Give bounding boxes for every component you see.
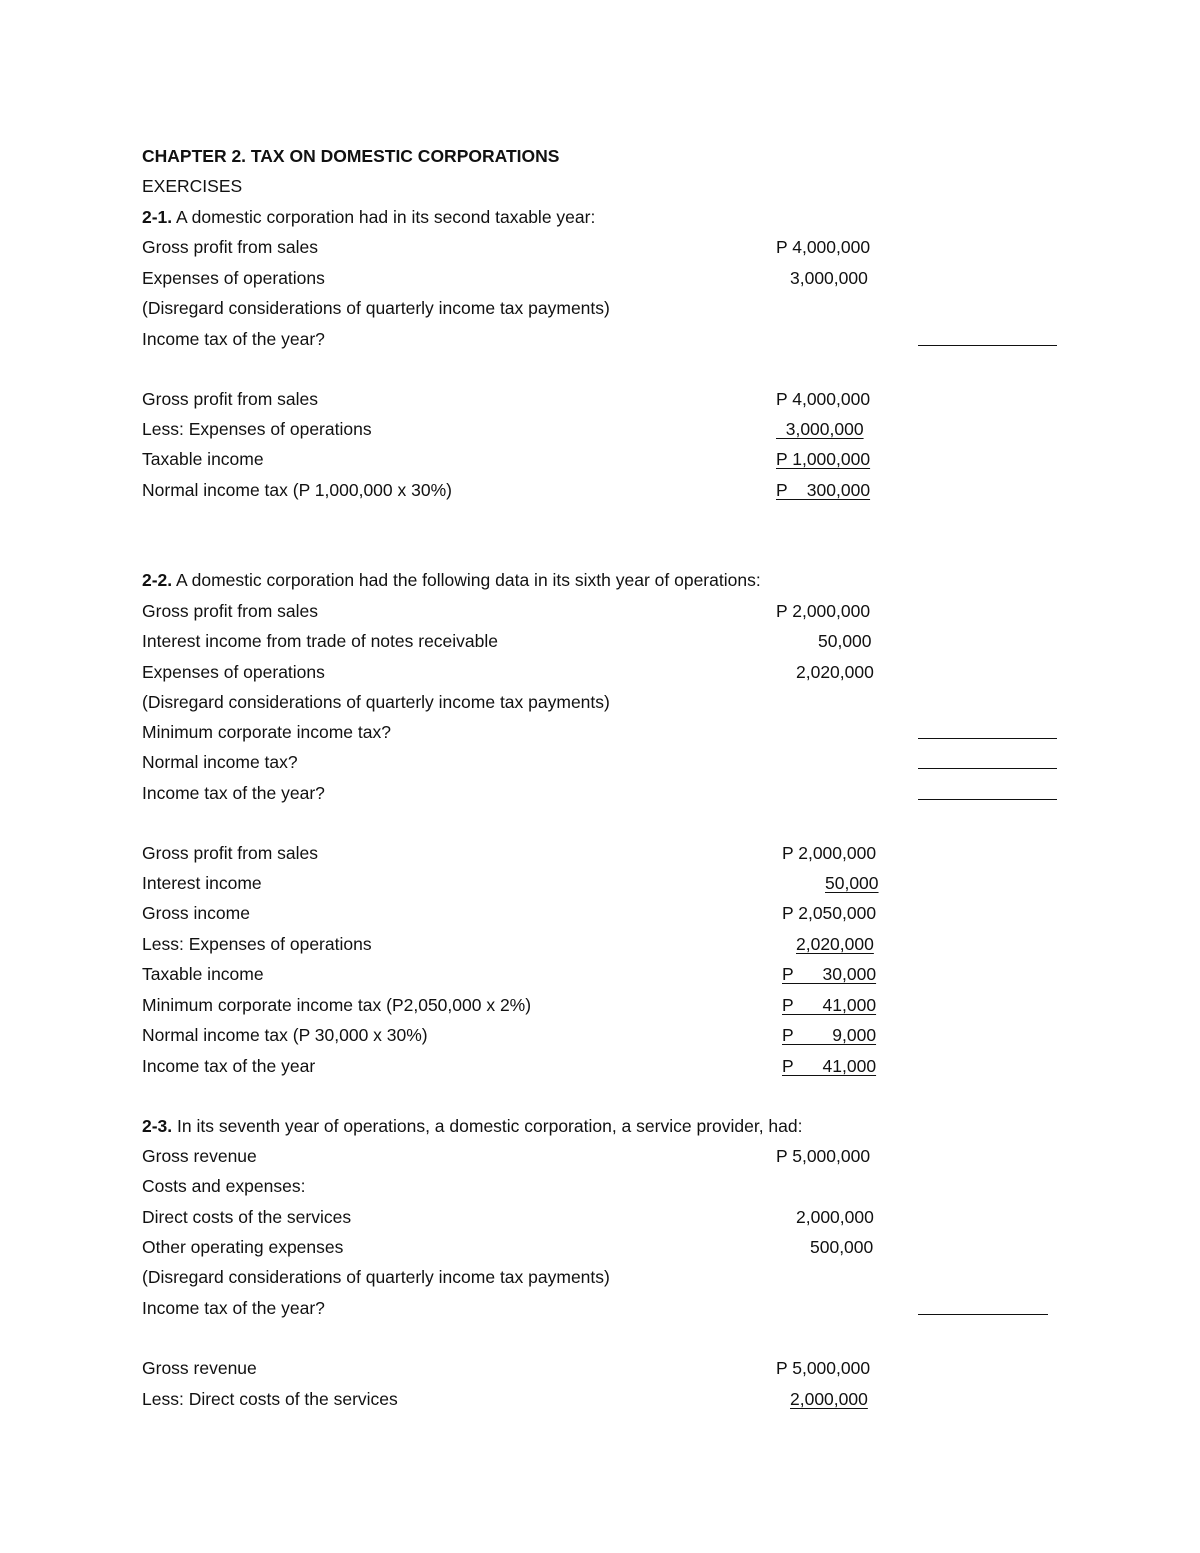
- ex2-solution-label: Gross income: [142, 903, 250, 923]
- ex1-prompt: [142, 204, 1062, 230]
- ex1-solution-label: Taxable income: [142, 449, 264, 469]
- ex2-solution-row: [142, 840, 1062, 866]
- ex2-given-row: [142, 598, 1062, 624]
- ex3-given-label: Direct costs of the services: [142, 1207, 352, 1227]
- answer-blank[interactable]: [918, 345, 1057, 346]
- ex3-given-label: Other operating expenses: [142, 1237, 344, 1257]
- ex1-solution-label: Normal income tax (P 1,000,000 x 30%): [142, 480, 452, 500]
- ex1-given-row: [142, 265, 1062, 291]
- ex2-prompt: [142, 567, 1062, 593]
- ex3-given-amount: P 5,000,000: [776, 1146, 871, 1166]
- ex1-given-amount: 3,000,000: [790, 268, 868, 288]
- ex2-solution-row: [142, 870, 1062, 896]
- ex2-given-amount: 50,000: [818, 631, 872, 651]
- ex2-solution-amount: 2,020,000: [796, 934, 874, 954]
- answer-blank[interactable]: [918, 738, 1057, 739]
- ex1-solution-amount: P 300,000: [776, 480, 871, 500]
- ex1-given-label: Expenses of operations: [142, 268, 325, 288]
- ex3-solution-amount: 2,000,000: [790, 1389, 868, 1409]
- answer-blank[interactable]: [918, 768, 1057, 769]
- ex3-solution-amount: P 5,000,000: [776, 1358, 871, 1378]
- ex2-note: [142, 689, 1062, 715]
- ex1-solution-label: Less: Expenses of operations: [142, 419, 372, 439]
- ex2-given-amount: 2,020,000: [796, 662, 874, 682]
- ex2-question: [142, 749, 1062, 775]
- exercises-label: EXERCISES: [142, 176, 243, 196]
- ex2-question-text: Normal income tax?: [142, 752, 298, 772]
- ex3-question-text: Income tax of the year?: [142, 1298, 325, 1318]
- chapter-title-text: CHAPTER 2. TAX ON DOMESTIC CORPORATIONS: [142, 146, 560, 166]
- ex1-given-amount: P 4,000,000: [776, 237, 871, 257]
- ex3-prompt: [142, 1113, 1062, 1139]
- ex2-given-label: Expenses of operations: [142, 662, 325, 682]
- ex2-solution-label: Income tax of the year: [142, 1056, 316, 1076]
- ex2-solution-amount: P 9,000: [782, 1025, 877, 1045]
- answer-blank[interactable]: [918, 799, 1057, 800]
- ex2-solution-label: Taxable income: [142, 964, 264, 984]
- ex1-note-text: (Disregard considerations of quarterly income tax payments): [142, 298, 610, 318]
- ex1-question: [142, 326, 1062, 352]
- ex1-prompt-text: A domestic corporation had in its second taxable year:: [172, 207, 596, 227]
- ex2-solution-label: Gross profit from sales: [142, 843, 319, 863]
- ex1-solution-amount: P 1,000,000: [776, 449, 871, 469]
- ex2-question: [142, 780, 1062, 806]
- ex2-solution-amount: P 41,000: [782, 1056, 877, 1076]
- ex1-solution-row: [142, 386, 1062, 412]
- ex2-solution-amount: P 30,000: [782, 964, 877, 984]
- ex2-number: 2-2.: [142, 570, 173, 590]
- exercises-heading: [142, 173, 1062, 199]
- ex2-solution-amount: P 2,000,000: [782, 843, 877, 863]
- ex3-given-amount: 500,000: [810, 1237, 874, 1257]
- ex3-given-label: Gross revenue: [142, 1146, 257, 1166]
- ex2-prompt-text: A domestic corporation had the following data in its sixth year of operations:: [172, 570, 761, 590]
- ex3-solution-label: Less: Direct costs of the services: [142, 1389, 398, 1409]
- ex3-note: [142, 1264, 1062, 1290]
- ex2-solution-label: Interest income: [142, 873, 262, 893]
- ex1-solution-amount: 3,000,000: [776, 419, 864, 439]
- ex2-question-text: Income tax of the year?: [142, 783, 325, 803]
- chapter-title: [142, 143, 1062, 169]
- ex2-solution-row: [142, 931, 1062, 957]
- ex2-question-text: Minimum corporate income tax?: [142, 722, 391, 742]
- ex2-solution-row: [142, 1053, 1062, 1079]
- ex2-given-label: Interest income from trade of notes receivable: [142, 631, 499, 651]
- ex2-given-row: [142, 659, 1062, 685]
- ex2-given-row: [142, 628, 1062, 654]
- ex3-solution-row: [142, 1355, 1062, 1381]
- ex3-given-row: [142, 1173, 1062, 1199]
- ex3-given-amount: 2,000,000: [796, 1207, 874, 1227]
- ex3-given-row: [142, 1234, 1062, 1260]
- ex1-solution-row: [142, 446, 1062, 472]
- ex2-note-text: (Disregard considerations of quarterly income tax payments): [142, 692, 610, 712]
- ex2-solution-label: Minimum corporate income tax (P2,050,000 x 2%): [142, 995, 532, 1015]
- ex1-note: [142, 295, 1062, 321]
- ex2-solution-label: Normal income tax (P 30,000 x 30%): [142, 1025, 428, 1045]
- answer-blank[interactable]: [918, 1314, 1048, 1315]
- ex1-solution-row: [142, 477, 1062, 503]
- ex1-question-text: Income tax of the year?: [142, 329, 325, 349]
- ex2-solution-amount: P 41,000: [782, 995, 877, 1015]
- ex2-solution-row: [142, 992, 1062, 1018]
- ex3-prompt-text: In its seventh year of operations, a domestic corporation, a service provider, had:: [172, 1116, 803, 1136]
- ex2-solution-label: Less: Expenses of operations: [142, 934, 372, 954]
- ex3-given-row: [142, 1143, 1062, 1169]
- ex3-question: [142, 1295, 1062, 1321]
- ex2-solution-row: [142, 900, 1062, 926]
- ex1-given-label: Gross profit from sales: [142, 237, 319, 257]
- ex2-question: [142, 719, 1062, 745]
- ex1-solution-amount: P 4,000,000: [776, 389, 871, 409]
- ex3-number: 2-3.: [142, 1116, 173, 1136]
- ex1-number: 2-1.: [142, 207, 173, 227]
- ex2-solution-amount: 50,000: [825, 873, 879, 893]
- ex1-solution-row: [142, 416, 1062, 442]
- ex3-given-row: [142, 1204, 1062, 1230]
- ex3-solution-label: Gross revenue: [142, 1358, 257, 1378]
- ex2-given-label: Gross profit from sales: [142, 601, 319, 621]
- ex3-solution-row: [142, 1386, 1062, 1412]
- ex3-note-text: (Disregard considerations of quarterly income tax payments): [142, 1267, 610, 1287]
- ex3-given-label: Costs and expenses:: [142, 1176, 306, 1196]
- ex2-solution-row: [142, 961, 1062, 987]
- ex1-solution-label: Gross profit from sales: [142, 389, 319, 409]
- ex1-given-row: [142, 234, 1062, 260]
- ex2-solution-amount: P 2,050,000: [782, 903, 877, 923]
- ex2-solution-row: [142, 1022, 1062, 1048]
- ex2-given-amount: P 2,000,000: [776, 601, 871, 621]
